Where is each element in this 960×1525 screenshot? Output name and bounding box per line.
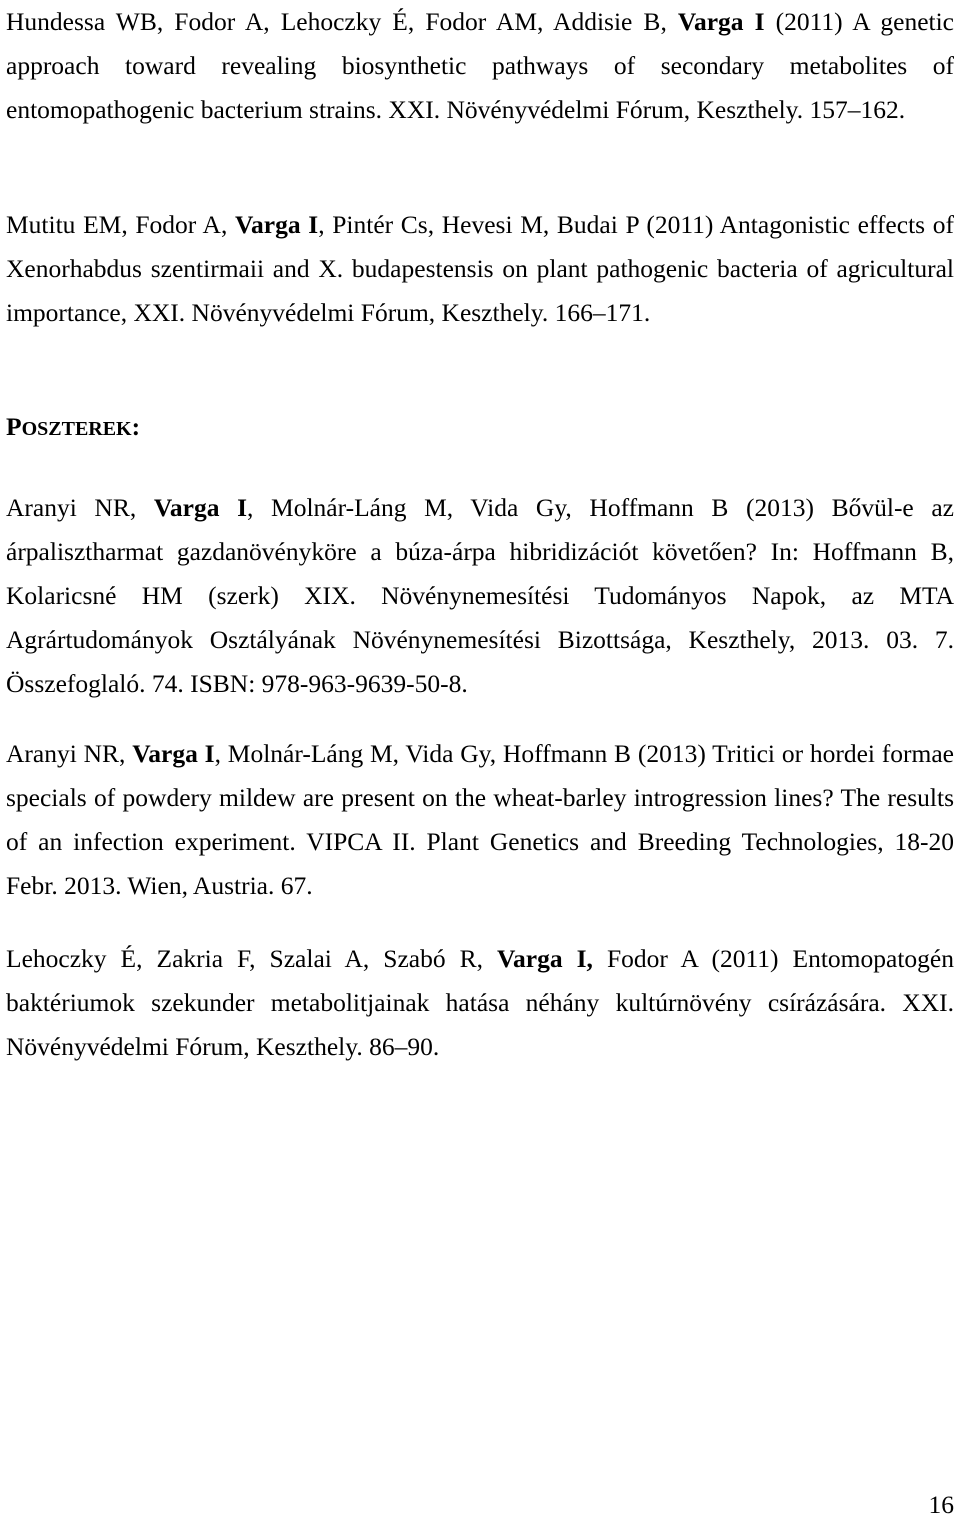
highlighted-author: Varga I: [132, 739, 215, 768]
reference-entry: [6, 203, 954, 335]
highlighted-author: Varga I,: [496, 944, 593, 973]
reference-authors: Hundessa WB, Fodor A, Lehoczky É, Fodor AM, Addisie B,: [6, 7, 678, 36]
heading-rest: OSZTEREK: [21, 418, 132, 440]
reference-authors: Aranyi NR,: [6, 739, 133, 768]
page-number: 16: [928, 1490, 954, 1519]
reference-authors: Lehoczky É, Zakria F, Szalai A, Szabó R,: [6, 944, 497, 973]
poster-entry: [6, 937, 954, 1069]
reference-details: , Molnár-Láng M, Vida Gy, Hoffmann B (2013) Tritici or hordei formae specials of powdery mildew are present on the wheat-barley introgression lines? The results of an infection experiment. VIPCA II. Plant Genetics and Breeding Technologies, 18-20 Febr. 2013. Wien, Austria. 67.: [6, 739, 955, 900]
poster-entry: [6, 732, 954, 908]
poster-entry: [6, 486, 954, 706]
highlighted-author: Varga I: [234, 210, 319, 239]
reference-details: Fodor A (2011) Entomopatogén baktériumok szekunder metabolitjainak hatása néhány kultúrnövény csírázására. XXI. Növényvédelmi Fórum, Keszthely. 86–90.: [6, 944, 954, 1061]
highlighted-author: Varga I: [153, 493, 248, 522]
reference-details: , Molnár-Láng M, Vida Gy, Hoffmann B (2013) Bővül-e az árpalisztharmat gazdanövényköre a búza-árpa hibridizációt követően? In: Hoffmann B, Kolaricsné HM (szerk) XIX. Növénynemesítési Tudományos Napok, az MTA Agrártudományok Osztályának Növénynemesítési Bizottsága, Keszthely, 2013. 03. 7. Összefoglaló. 74. ISBN: 978-963-9639-50-8.: [6, 493, 954, 698]
reference-entry: [6, 0, 954, 132]
reference-authors: Aranyi NR,: [6, 493, 154, 522]
heading-colon: :: [131, 412, 141, 441]
section-heading-posters: [6, 405, 140, 451]
reference-details: (2011) A genetic approach toward revealing biosynthetic pathways of secondary metabolites of entomopathogenic bacterium strains. XXI. Növényvédelmi Fórum, Keszthely. 157–162.: [6, 7, 954, 124]
highlighted-author: Varga I: [677, 7, 765, 36]
heading-initial: P: [6, 412, 22, 441]
reference-authors: Mutitu EM, Fodor A,: [6, 210, 235, 239]
reference-details: , Pintér Cs, Hevesi M, Budai P (2011) Antagonistic effects of Xenorhabdus szentirmaii and X. budapestensis on plant pathogenic bacteria of agricultural importance, XXI. Növényvédelmi Fórum, Keszthely. 166–171.: [6, 210, 954, 327]
